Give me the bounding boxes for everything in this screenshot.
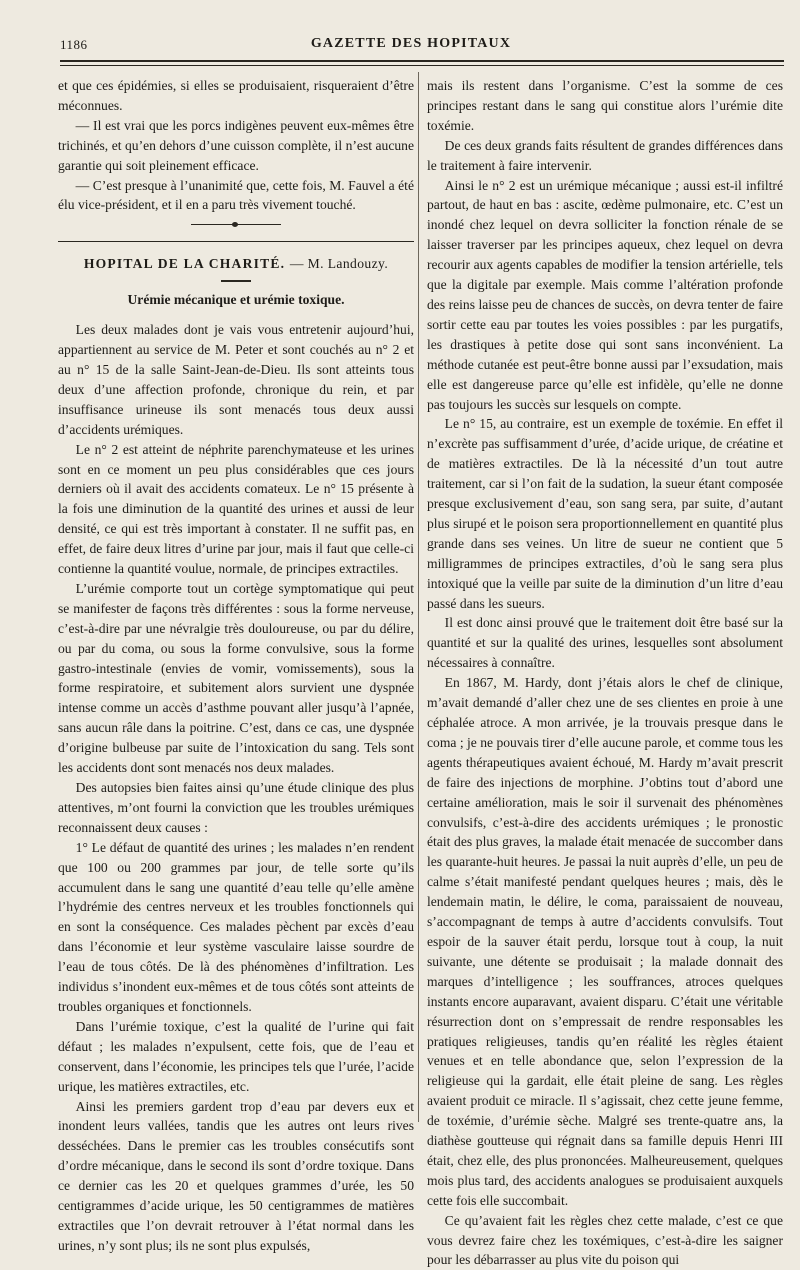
right-column	[427, 76, 783, 1270]
left-column	[58, 76, 414, 1256]
lecture-title: Urémie mécanique et urémie toxique.	[127, 292, 345, 308]
body-paragraph: Ainsi le n° 2 est un urémique mécanique ; aussi est-il infiltré partout, de haut en bas : ascite, œdème pulmonaire, etc. C’est un inondé chez lequel on devra solliciter la fonction rénale de se laisser traverser par les principes aqueux, chez lequel on devra recourir aux agents capables de modifier la tension artérielle, tels que la digitale par exemple. Mais comme l’altération profonde des reins laisse peu de chances de succès, on devra tenter de faire sortir cette eau par toutes les voies possibles : par les purgatifs, les drastiques à petite dose qui sont sans inconvénient. La méthode cutanée est peut-être bonne aussi par l’exsudation, mais elle est dangereuse parce qu’elle est infidèle, qu’elle ne donne pas toujours les succès sur lesquels on compte.	[427, 177, 783, 412]
heading-rule	[221, 280, 251, 282]
hospital-name: HOPITAL DE LA CHARITÉ.	[83, 256, 286, 272]
header-rule-thin	[60, 65, 784, 66]
body-paragraph: L’urémie comporte tout un cortège symptomatique qui peut se manifester de façons très différentes : sous la forme nerveuse, c’est-à-dire par une névralgie très douloureuse, ou par du délire, ou par du coma, ou sous la forme convulsive, sous la forme gastro-intestinale (envies de vomir, vomissements), sous la forme respiratoire, et subitement alors survient une dyspnée intense comme un accès d’asthme pouvant aller jusqu’à l’apnée, sans aucun râle dans la poitrine. C’est, dans ce cas, une dyspnée d’origine bulbeuse par suite de l’intoxication du sang. Tels sont les accidents dont sont menacés nos deux malades.	[58, 580, 414, 776]
section-rule	[58, 241, 414, 242]
body-paragraph: Ainsi les premiers gardent trop d’eau par devers eux et inondent leurs vallées, tandis que les autres ont leurs rives desséchées. Dans le premier cas les troubles consécutifs sont d’ordre mécanique, dans le second ils sont d’ordre toxique. Dans ce dernier cas les 20 et quelques grammes d’urée, les 50 centigrammes d’acide urique, les 50 centigrammes de matières extractiles que l’on devrait retrouver à l’état normal dans les urines, n’y sont plus; ils ne sont plus expulsés,	[58, 1098, 414, 1253]
intro-paragraph-2: — Il est vrai que les porcs indigènes peuvent eux-mêmes être trichinés, et qu’en dehors d’une cuisson complète, il n’est aucune garantie qui soit pleinement efficace.	[58, 117, 414, 173]
page-number: 1186	[60, 37, 88, 52]
body-paragraph: Dans l’urémie toxique, c’est la qualité de l’urine qui fait défaut ; les malades n’expulsent, cette fois, que de l’eau et conservent, dans l’économie, les principes tels que l’urée, l’acide urique, les matières extractiles, etc.	[58, 1018, 414, 1094]
journal-title: GAZETTE DES HOPITAUX	[310, 36, 512, 51]
body-paragraph: Ce qu’avaient fait les règles chez cette malade, c’est ce que vous devrez faire chez les toxémiques, c’est-à-dire les saigner pour les débarrasser au plus vite du poison qui	[427, 1212, 783, 1268]
column-divider	[418, 72, 419, 1122]
running-header	[60, 36, 762, 56]
body-paragraph: Il est donc ainsi prouvé que le traitement doit être basé sur la quantité et sur la qualité des urines, lesquelles sont absolument nécessaires à connaître.	[427, 615, 783, 671]
body-paragraph: Les deux malades dont je vais vous entretenir aujourd’hui, appartiennent au service de M. Peter et sont couchés au n° 2 et au n° 15 de la salle Saint-Jean-de-Dieu. Ils sont atteints tous deux d’une affection profonde, chronique du rein, et par insuffisance urineuse ils sont menacés tous deux aussi d’accidents urémiques.	[58, 322, 414, 437]
body-paragraph: Le n° 15, au contraire, est un exemple de toxémie. En effet il n’excrète pas suffisamment d’urée, d’acide urique, de créatine et de matières extractiles. De là la nécessité d’un tout autre traitement, car si l’on fait de la sudation, la sueur étant composée presque exclusivement d’eau, son sang sera, par suite, d’autant plus sirupé et le poison sera proportionnellement en quantité plus grande dans ses veines. Un litre de sueur ne contient que 5 milligrammes de principes extractiles, d’où le sang sera plus intoxiqué que la veille par suite de la diminution d’un litre d’eau passé dans les sueurs.	[427, 416, 783, 611]
intro-paragraph-3: — C’est presque à l’unanimité que, cette fois, M. Fauvel a été élu vice-président, et il en a paru très vivement touché.	[58, 177, 414, 213]
ornament-separator	[191, 224, 281, 225]
lecturer-name: — M. Landouzy.	[289, 256, 389, 272]
body-paragraph: Le n° 2 est atteint de néphrite parenchymateuse et les urines sont en ce moment un peu plus considérables que ces jours derniers où il avait des accidents comateux. Le n° 15 présente à la fois une diminution de la quantité des urines et aussi de leur densité, ce qui est très important à constater. Il ne suffit pas, en effet, de faire deux litres d’urine par jour, mais il faut que celle-ci contienne la quantité voulue, normale, de principes extractiles.	[58, 441, 414, 577]
body-paragraph: De ces deux grands faits résultent de grandes différences dans le traitement à faire intervenir.	[427, 137, 783, 173]
body-paragraph: 1° Le défaut de quantité des urines ; les malades n’en rendent que 100 ou 200 grammes par jour, de telle sorte qu’ils accumulent dans le sang une quantité d’eau telle qu’elle amène l’hydrémie des centres nerveux et les troubles fonctionnels qui en sont la conséquence. Ces malades pèchent par excès d’eau dans l’économie et leur système vasculaire laisse sourdre de l’eau de tous côtés. De là des phénomènes d’infiltration. Les individus s’inondent eux-mêmes et de tous côtés sont atteints de troubles organiques et fonctionnels.	[58, 839, 414, 1014]
section-heading	[58, 254, 414, 274]
body-paragraph: mais ils restent dans l’organisme. C’est la somme de ces principes restant dans le sang qui constitue alors l’urémie dite toxémie.	[427, 78, 783, 133]
body-paragraph: Des autopsies bien faites ainsi qu’une étude clinique des plus attentives, m’ont fourni la conviction que les troubles urémiques reconnaissent deux causes :	[58, 780, 414, 835]
body-paragraph: En 1867, M. Hardy, dont j’étais alors le chef de clinique, m’avait demandé d’aller chez une de ses clientes en proie à une céphalée atroce. A mon arrivée, je la trouvais presque dans le coma ; je ne pouvais tirer d’elle aucune parole, et comme tous les agents thérapeutiques avaient échoué, M. Hardy m’avait prescrit de faire des injections de morphine. J’obtins tout d’abord une certaine amélioration, mais le soir il survenait des phénomènes convulsifs, c’est-à-dire des accidents urémiques ; le pronostic était des plus graves, la malade était menacée de succomber dans les quarante-huit heures. Je passai la nuit auprès d’elle, un peu de calme s’était manifesté pendant quelques heures ; mais, dès le lendemain matin, le délire, le coma, paraissaient de nouveau, s’accompagnant de temps à autre d’accidents convulsifs. Tout espoir de la sauver était perdu, lorsque tout à coup, la nuit suivante, une détente se produisait ; la malade donnait des marques d’intelligence ; les souffrances, atroces quelques instants encore auparavant, avaient disparu. C’était une véritable résurrection dont on s’empressait de rendre responsables les pratiques religieuses, tandis qu’en réalité les règles étaient venues et en telle abondance que, selon l’expression de la religieuse qui la gardait, elle était pleine de sang. Les règles avaient produit ce miracle. Il s’agissait, chez cette jeune femme, de toxémie, d’urémie sèche. Malgré ses trente-quatre ans, la diathèse goutteuse qui régnait dans sa famille depuis Henri III était, chez elle, des plus prononcées. Malheureusement, quelques mois plus tard, des accidents analogues se produisaient auxquels cette fois elle succombait.	[427, 675, 783, 1208]
header-rule-thick	[60, 60, 784, 62]
intro-paragraph-1: et que ces épidémies, si elles se produisaient, risqueraient d’être méconnues.	[58, 78, 414, 113]
